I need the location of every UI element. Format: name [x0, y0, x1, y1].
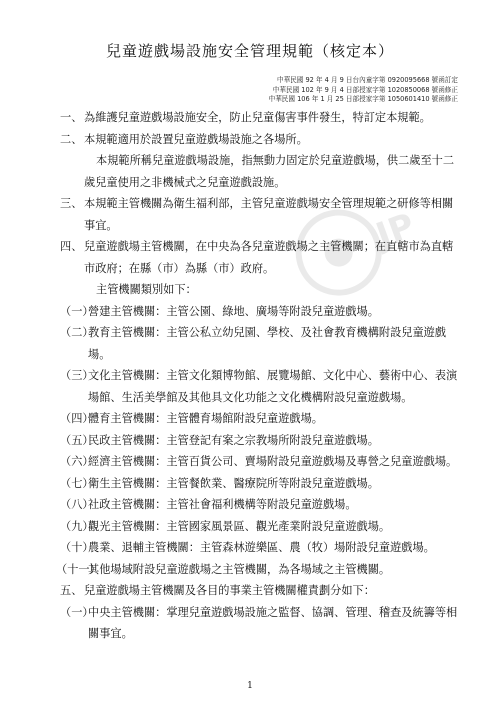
subitem-text: 社政主管機關：主管社會福利機構等附設兒童遊戲場。 — [88, 498, 357, 511]
article-text: 本規範主管機關為衛生福利部，主管兒童遊戲場安全管理規範之研修等相關事宜。 — [84, 197, 454, 232]
subitem-number: （七） — [60, 476, 94, 490]
subitem-2 — [60, 322, 460, 365]
subitem-text: 文化主管機關：主管文化類博物館、展覽場館、文化中心、藝術中心、表演場館、生活美學館及其他具文化功能之文化機構附設兒童遊戲場。 — [88, 369, 458, 404]
subitem-3 — [60, 365, 460, 408]
subitem-number: （九） — [60, 519, 94, 533]
subitem-number: （六） — [60, 455, 94, 468]
subitem-number: （八） — [60, 498, 94, 511]
article-2 — [60, 129, 460, 151]
page-number: 1 — [247, 681, 253, 691]
subitem-6 — [60, 451, 460, 473]
article-number: 二、 — [60, 132, 83, 146]
svg-text:JP: JP — [370, 205, 420, 257]
article-5 — [60, 580, 460, 602]
article-text: 為維護兒童遊戲場設施安全，防止兒童傷害事件發生，特訂定本規範。 — [84, 111, 431, 124]
document-body — [56, 107, 460, 645]
subitem-text: 教育主管機關：主管公私立幼兒園、學校、及社會教育機構附設兒童遊戲場。 — [88, 326, 447, 361]
article-4-paragraph: 主管機關類別如下： — [96, 283, 197, 296]
article-number: 四、 — [60, 240, 83, 253]
subitem-5-1 — [60, 602, 460, 645]
amendment-line: 中華民國 92 年 4 月 9 日台內童字第 0920095668 號函訂定 — [277, 76, 458, 84]
document-title: 兒童遊戲場設施安全管理規範（核定本） — [105, 42, 394, 60]
subitem-text: 觀光主管機關：主管國家風景區、觀光產業附設兒童遊戲場。 — [88, 519, 391, 533]
subitem-text: 其他場域附設兒童遊戲場之主管機關，為各場域之主管機關。 — [88, 562, 391, 576]
article-number: 五、 — [60, 584, 83, 597]
subitem-text: 農業、退輔主管機關：主管森林遊樂區、農（牧）場附設兒童遊戲場。 — [88, 541, 435, 554]
subitem-10 — [60, 537, 460, 559]
subitem-7 — [60, 473, 460, 495]
subitem-number: （十一） — [56, 562, 101, 576]
article-3 — [60, 193, 460, 236]
subitem-number: （四） — [60, 412, 94, 425]
article-text: 兒童遊戲場主管機關及各目的事業主管機關權責劃分如下： — [84, 584, 375, 597]
subitem-11 — [56, 559, 460, 581]
subitem-number: （一） — [60, 605, 94, 619]
subitem-number: （二） — [60, 326, 94, 339]
article-text: 兒童遊戲場主管機關，在中央為各兒童遊戲場之主管機關；在直轄市為直轄市政府；在縣（市）為縣（市）政府。 — [84, 240, 454, 275]
article-1 — [60, 107, 460, 129]
article-text: 本規範適用於設置兒童遊戲場設施之各場所。 — [84, 132, 308, 146]
article-2-paragraph: 本規範所稱兒童遊戲場設施，指無動力固定於兒童遊戲場，供二歲至十二歲兒童使用之非機械式之兒童遊戲設施。 — [84, 154, 455, 189]
subitem-number: （三） — [60, 369, 94, 382]
subitem-9 — [60, 516, 460, 538]
article-4 — [60, 236, 460, 279]
subitem-8 — [60, 494, 460, 516]
amendment-line: 中華民國 106 年 1 月 25 日部授家字第 1050601410 號函修正 — [268, 95, 458, 103]
subitem-4 — [60, 408, 460, 430]
subitem-text: 體育主管機關：主管體育場館附設兒童遊戲場。 — [88, 412, 323, 425]
subitem-number: （一） — [60, 304, 94, 318]
amendment-history — [269, 76, 458, 105]
article-number: 三、 — [60, 197, 83, 210]
subitem-number: （十） — [60, 541, 94, 554]
subitem-5 — [60, 430, 460, 452]
subitem-text: 中央主管機關：掌理兒童遊戲場設施之監督、協調、管理、稽查及統籌等相關事宜。 — [88, 605, 458, 640]
subitem-1 — [60, 301, 460, 323]
subitem-text: 衛生主管機關：主管餐飲業、醫療院所等附設兒童遊戲場。 — [88, 476, 379, 490]
subitem-text: 營建主管機關：主管公園、綠地、廣場等附設兒童遊戲場。 — [88, 304, 379, 318]
subitem-number: （五） — [60, 433, 94, 447]
subitem-text: 民政主管機關：主管登記有案之宗教場所附設兒童遊戲場。 — [88, 433, 379, 447]
amendment-line: 中華民國 102 年 9 月 4 日部授家字第 1020850068 號函修正 — [272, 85, 458, 94]
subitem-text: 經濟主管機關：主管百貨公司、賣場附設兒童遊戲場及專營之兒童遊戲場。 — [88, 455, 458, 468]
article-number: 一、 — [60, 111, 83, 124]
